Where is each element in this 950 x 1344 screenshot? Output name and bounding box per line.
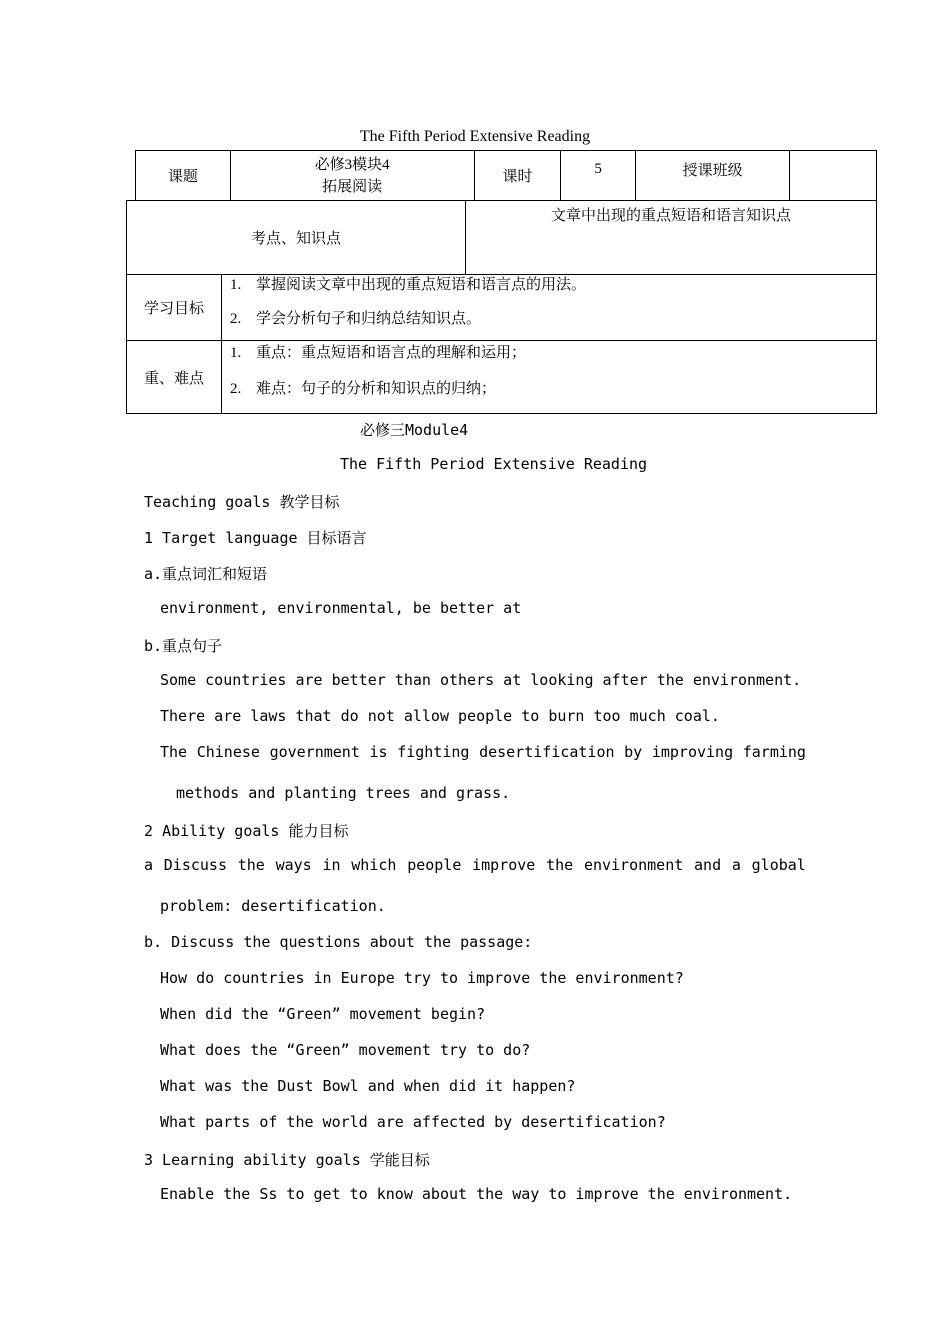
goal-item-1 [222, 275, 876, 309]
lesson-info-table [135, 150, 877, 201]
word: farming [742, 743, 806, 761]
question-4: What was the Dust Bowl and when did it happen? [160, 1077, 576, 1095]
period-label: 课时 [474, 151, 561, 201]
class-label: 授课班级 [635, 151, 789, 201]
sentence-3-line-1 [160, 743, 806, 761]
module-heading: 必修三Module4 [360, 421, 469, 439]
word: The [160, 743, 188, 761]
topic-label: 课题 [136, 151, 231, 201]
learning-ability-text: Enable the Ss to get to know about the way to improve the environment. [160, 1185, 793, 1203]
key-item-2 [222, 379, 876, 403]
goal-num-1: 1. [230, 277, 242, 293]
topic-value-line1: 必修3模块4 [314, 157, 390, 173]
sentences-heading: b.重点句子 [144, 637, 223, 655]
goal-text-1: 掌握阅读文章中出现的重点短语和语言点的用法。 [256, 277, 587, 293]
word: which [351, 856, 397, 874]
word: improve [472, 856, 536, 874]
ability-goals-heading: 2 Ability goals 能力目标 [144, 822, 349, 840]
word: improving [651, 743, 734, 761]
word: Discuss [163, 856, 227, 874]
word: environment [583, 856, 684, 874]
ability-a-line-1 [144, 856, 806, 874]
word: is [369, 743, 388, 761]
target-language-heading: 1 Target language 目标语言 [144, 529, 367, 547]
document-title: The Fifth Period Extensive Reading [359, 128, 591, 145]
word: a [731, 856, 741, 874]
class-value [790, 151, 877, 201]
word: Chinese [196, 743, 260, 761]
word: in [322, 856, 341, 874]
topic-value-line2: 拓展阅读 [322, 179, 383, 195]
key-num-2: 2. [230, 381, 242, 397]
ability-a-line-2: problem: desertification. [160, 897, 386, 915]
word: and [694, 856, 722, 874]
key-item-1 [222, 343, 876, 379]
sentence-3-line-2: methods and planting trees and grass. [176, 784, 511, 802]
subtitle: The Fifth Period Extensive Reading [340, 455, 648, 473]
goals-cell [222, 275, 877, 341]
goal-num-2: 2. [230, 311, 242, 327]
topic-value [230, 151, 474, 201]
vocab-heading: a.重点词汇和短语 [144, 565, 268, 583]
learning-ability-heading: 3 Learning ability goals 学能目标 [144, 1151, 430, 1169]
goals-table [126, 274, 877, 414]
knowledge-table [126, 200, 877, 275]
key-cell [222, 341, 877, 414]
word: global [751, 856, 806, 874]
period-value: 5 [561, 151, 636, 201]
vocab-text: environment, environmental, be better at [160, 599, 522, 617]
key-text-2: 难点：句子的分析和知识点的归纳； [256, 381, 497, 397]
question-3: What does the “Green” movement try to do? [160, 1041, 531, 1059]
sentence-1: Some countries are better than others at looking after the environment. [160, 671, 802, 689]
question-2: When did the “Green” movement begin? [160, 1005, 486, 1023]
teaching-goals-heading: Teaching goals 教学目标 [144, 493, 340, 511]
goals-label: 学习目标 [127, 275, 222, 341]
question-1: How do countries in Europe try to improve the environment? [160, 969, 684, 987]
goal-item-2 [222, 309, 876, 333]
word: desertification [479, 743, 615, 761]
word: a [144, 856, 154, 874]
question-5: What parts of the world are affected by desertification? [160, 1113, 666, 1131]
sentence-2: There are laws that do not allow people to burn too much coal. [160, 707, 720, 725]
word: fighting [397, 743, 470, 761]
knowledge-label: 考点、知识点 [127, 201, 466, 275]
knowledge-value: 文章中出现的重点短语和语言知识点 [466, 201, 877, 275]
word: government [269, 743, 360, 761]
word: the [546, 856, 574, 874]
key-num-1: 1. [230, 345, 242, 361]
word: the [237, 856, 265, 874]
key-text-1: 重点：重点短语和语言点的理解和运用； [256, 345, 527, 361]
ability-b: b. Discuss the questions about the passage: [144, 933, 533, 951]
goal-text-2: 学会分析句子和归纳总结知识点。 [256, 311, 482, 327]
word: by [624, 743, 643, 761]
word: ways [275, 856, 312, 874]
word: people [407, 856, 462, 874]
key-label: 重、难点 [127, 341, 222, 414]
